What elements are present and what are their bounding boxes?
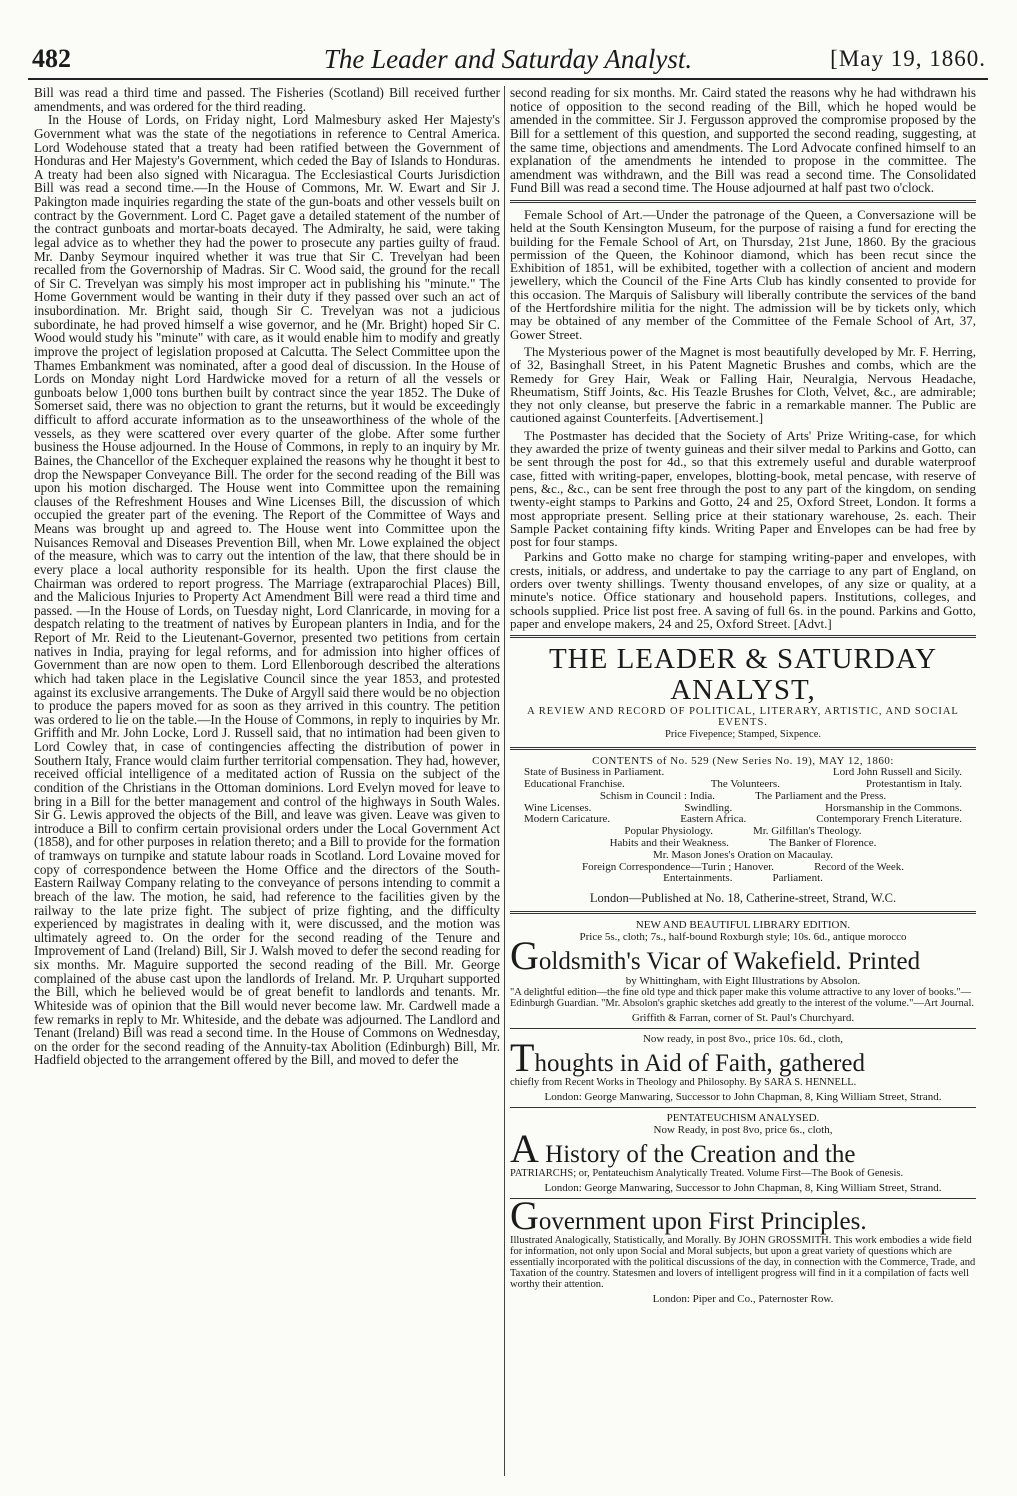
contents-entry: Horsmanship in the Commons. [825, 801, 962, 814]
section-rule [510, 747, 976, 750]
contents-entry: Educational Franchise. [524, 778, 625, 790]
left-column [34, 86, 500, 1486]
ad-heading: PENTATEUCHISM ANALYSED. [666, 1112, 820, 1125]
page-number: 482 [32, 44, 71, 73]
contents-heading: CONTENTS of No. 529 (New Series No. 19), MAY 12, 1860: [592, 755, 894, 768]
contents-entry: Habits and their Weakness. [609, 836, 729, 849]
ad-byline: PATRIARCHS; or, Pentateuchism Analytically Treated. Volume First—The Book of Genesis. [510, 1168, 904, 1180]
section-rule [510, 200, 976, 203]
contents-entry: The Volunteers. [710, 778, 780, 790]
contents-entry: Schism in Council : India. [599, 789, 716, 802]
ad-price: Price 5s., cloth; 7s., half-bound Roxburgh style; 10s. 6d., antique morocco [579, 931, 907, 944]
section-rule [510, 635, 976, 638]
ad-heading: NEW AND BEAUTIFUL LIBRARY EDITION. [635, 919, 851, 932]
contents-entry: Lord John Russell and Sicily. [832, 766, 962, 779]
ad-title: Thoughts in Aid of Faith, gathered [510, 1035, 865, 1081]
contents-entry: Parliament. [772, 872, 823, 885]
contents-row [510, 873, 976, 885]
masthead-subtitle: A REVIEW AND RECORD OF POLITICAL, LITERARY, ARTISTIC, AND SOCIAL EVENTS. [527, 706, 959, 729]
article-continuation: second reading for six months. Mr. Caird stated the reasons why he had withdrawn his notice of opposition to the second reading of the Bill, which he hoped would be amended in the committee. Sir J. Fergusson approved the compromise proposed by the Bill for a settlement of this question, and supported the second reading, suggesting, at the same time, objections and amendments. The Lord Advocate confined himself to an explanation of the amendments he intended to propose in the committee. The amendment was withdrawn, and the Bill was read a second time. The Consolidated Fund Bill was read a second time. The House adjourned at half past two o'clock. [510, 86, 976, 196]
contents-entry: Record of the Week. [814, 860, 904, 873]
column-divider [504, 86, 505, 1476]
ad-publisher: London: George Manwaring, Successor to John Chapman, 8, King William Street, Strand. [544, 1182, 942, 1195]
contents-entry: Swindling. [684, 801, 733, 814]
publication-title: The Leader and Saturday Analyst. [323, 44, 693, 74]
ad-thoughts [510, 1033, 976, 1103]
contents-entry: The Banker of Florence. [768, 836, 877, 849]
contents-entry: Eastern Africa. [680, 813, 747, 826]
ad-heading: Now ready, in post 8vo., price 10s. 6d., cloth, [642, 1033, 843, 1046]
contents-row [510, 779, 976, 791]
contents-row [510, 814, 976, 826]
contents-entry: Mr. Gilfillan's Theology. [752, 825, 862, 838]
contents-row [510, 826, 976, 838]
contents-entry: Entertainments. [663, 872, 733, 885]
contents-row [510, 862, 976, 874]
ad-rule [510, 1198, 976, 1199]
contents-row [510, 838, 976, 850]
contents-entry: Mr. Mason Jones's Oration on Macaulay. [653, 848, 833, 861]
page-header [28, 44, 988, 80]
masthead-title: THE LEADER & SATURDAY ANALYST, [548, 643, 938, 707]
ad-title: Goldsmith's Vicar of Wakefield. Printed [510, 933, 921, 979]
contents-entry: Popular Physiology. [624, 825, 713, 838]
notice-parkins-gotto: Parkins and Gotto make no charge for stamping writing-paper and envelopes, with crests, initials, or address, and undertake to pay the carriage to any part of England, on orders over twenty shillings. Twenty thousand envelopes, of any size or quality, at a minute's notice. Office stationary and household papers. Institutions, colleges, and schools supplied. Price list post free. A saving of full 6s. in the pound. Parkins and Gotto, paper and envelope makers, 24 and 25, Oxford Street. [Advt.] [510, 549, 976, 631]
ad-rule [510, 1107, 976, 1108]
notice-magnet-brushes: The Mysterious power of the Magnet is most beautifully developed by Mr. F. Herring, of 32, Basinghall Street, in his Patent Magnetic Brushes and combs, which are the Remedy for Grey Hair, Weak or Falling Hair, Neuralgia, Nervous Headache, Rheumatism, Stiff Joints, &c. His Teazle Brushes for Cloth, Velvet, &c., are admirable; they not only cleanse, but preserve the fabric in a remarkable manner. The Public are cautioned against Counterfeits. [Advertisement.] [510, 343, 976, 426]
ad-byline: by Whittingham, with Eight Illustrations by Absolon. [625, 975, 861, 988]
contents-row [510, 791, 976, 803]
masthead-price: Price Fivepence; Stamped, Sixpence. [665, 729, 821, 741]
ad-title: A History of the Creation and the [510, 1126, 856, 1172]
contents-entry: Modern Caricature. [524, 813, 611, 826]
notice-writing-case: The Postmaster has decided that the Society of Arts' Prize Writing-case, for which they awarded the prize of twenty guineas and their silver medal to Parkins and Gotto, can be sent through the post for 4d., so that this extremely useful and durable waterproof case, fitted with writing-paper, envelopes, blotting-book, metal pencase, with reserve of pens, &c., &c., can be sent free through the post to any part of the kingdom, on sending twenty-eight stamps to Parkins and Gotto, 24 and 25, Oxford Street, London. It forms a most appropriate present. Selling price at their stationary warehouse, 2s. each. Their Sample Packet containing fifty kinds. Writing Paper and Envelopes can be had free by post for four stamps. [510, 427, 976, 550]
ad-publisher: London: Piper and Co., Paternoster Row. [652, 1293, 834, 1306]
contents-entry: Foreign Correspondence—Turin ; Hanover. [581, 860, 775, 873]
ad-goldsmith [510, 919, 976, 1024]
right-column [510, 86, 976, 1486]
contents-entry: Contemporary French Literature. [816, 813, 962, 826]
ad-byline: Illustrated Analogically, Statistically, and Morally. By JOHN GROSSMITH. This work embodies a wide field for information, not only upon Social and Moral subjects, but upon a great variety of questions which are essentially incorporated with the political discussions of the day, in connection with the Commerce, Trade, and Taxation of the country. Statesmen and lovers of intelligent progress will find in it a compilation of facts well worthy their attention. [510, 1235, 976, 1291]
ad-publisher: London: George Manwaring, Successor to John Chapman, 8, King William Street, Strand. [544, 1091, 942, 1104]
contents-entry: The Parliament and the Press. [755, 789, 887, 802]
contents-list [510, 767, 976, 885]
ad-notes: "A delightful edition—the fine old type and thick paper make this volume attractive to any lover of books."—Edinburgh Guardian. "Mr. Absolon's graphic sketches add greatly to the interest of the volume."—Art Journal. [510, 987, 975, 1010]
notice-female-school: Female School of Art.—Under the patronage of the Queen, a Conversazione will be held at the South Kensington Museum, for the purpose of raising a fund for erecting the building for the Female School of Art, on Thursday, 21st June, 1860. By the gracious permission of the Queen, the Kohinoor diamond, which has been recut since the Exhibition of 1851, will be exhibited, together with a collection of ancient and modern jewellery, which the Council of the Fine Arts Club has kindly consented to provide for this occasion. The Marquis of Salisbury will liberally contribute the services of the band of the Hertfordshire militia for the night. The admission will be by tickets only, which may be obtained of any member of the Committee of the Female School of Art, 37, Gower Street. [510, 207, 976, 342]
contents-entry: State of Business in Parliament. [524, 766, 665, 779]
issue-date: [May 19, 1860. [830, 46, 986, 71]
ad-publisher: Griffith & Farran, corner of St. Paul's Churchyard. [631, 1012, 855, 1025]
ad-sub: Now Ready, in post 8vo, price 6s., cloth, [653, 1124, 833, 1137]
ad-government [510, 1193, 976, 1306]
ad-byline: chiefly from Recent Works in Theology and Philosophy. By SARA S. HENNELL. [510, 1077, 857, 1089]
article-paragraph: Bill was read a third time and passed. The Fisheries (Scotland) Bill received further amendments, and was ordered for the third reading. [34, 86, 500, 114]
contents-row [510, 850, 976, 862]
contents-entry: Wine Licenses. [524, 801, 592, 814]
publisher-line: London—Published at No. 18, Catherine-street, Strand, W.C. [589, 891, 897, 906]
article-paragraph: In the House of Lords, on Friday night, Lord Malmesbury asked Her Majesty's Government what was the state of the negotiations in reference to Central America. Lord Wodehouse stated that a treaty had been ratified between the Government of Honduras and Her Majesty's Government, which ceded the Bay of Islands to Honduras. A treaty had been also signed with Nicaragua. The Ecclesiastical Courts Jurisdiction Bill was read a second time.—In the House of Commons, Mr. W. Ewart and Sir J. Pakington made inquiries regarding the state of the gun-boats and other vessels built on contract by the Government. Lord C. Paget gave a detailed statement of the number of the contract gunboats and mortar-boats decayed. The Admiralty, he said, were taking legal advice as to whether they had the power to prosecute any parties guilty of fraud. Mr. Danby Seymour inquired whether it was true that Sir C. Trevelyan had been recalled from the Governorship of Madras. Sir C. Wood said, the ground for the recall of Sir C. Trevelyan was simply his most improper act in publishing his "minute." The Home Government would be wanting in their duty if they passed over such an act of insubordination. Mr. Bright said, though Sir C. Trevelyan was not a judicious subordinate, he had proved himself a wise governor, and he (Mr. Bright) hoped Sir C. Wood would study his "minute" with care, as it would enable him to modify and greatly improve the project of legislation proposed at Calcutta. The Select Committee upon the Thames Embankment was nominated, after a good deal of discussion. In the House of Lords on Monday night Lord Hardwicke moved for a return of all the vessels or gunboats below 1,000 tons burthen built by contract since the year 1852. The Duke of Somerset said, there was no objection to grant the returns, but it would be exceedingly difficult to afford accurate information as to the unseaworthiness of the whole of the vessels, as they were scattered over every quarter of the globe. After some further business the House adjourned. In the House of Commons, in reply to an inquiry by Mr. Baines, the Chancellor of the Exchequer explained the reasons why he thought it best to drop the Newspaper Conveyance Bill. The order for the second reading of the Bill was upon his motion discharged. The House went into Committee upon the remaining clauses of the Refreshment Houses and Wine Licenses Bill, the discussion of which occupied the greater part of the evening. The Report of the Committee of Ways and Means was brought up and agreed to. The House went into Committee upon the Nuisances Removal and Diseases Prevention Bill, when Mr. Lowe explained the object of the measure, which was to carry out the intention of the law, that there should be in every place a local authority responsible for its health. Upon the first clause the Chairman was ordered to report progress. The Marriage (extraparochial Places) Bill, and the Malicious Injuries to Property Act Amendment Bill were read a third time and passed. —In the House of Lords, on Tuesday night, Lord Clanricarde, in moving for a despatch relating to the treatment of natives by European planters in India, and for the Report of Mr. Reid to the Lieutenant-Governor, presented two petitions from certain natives in India, praying for legal reforms, and for admission into higher offices of Government than are now open to them. Lord Ellenborough described the alterations which had taken place in the Legislative Council since the year 1853, and protested against its exclusive arrangements. The Duke of Argyll said there would be no objection to produce the papers moved for as soon as they arrived in this country. The petition was ordered to lie on the table.—In the House of Commons, in reply to inquiries by Mr. Griffith and Mr. John Locke, Lord J. Russell said, that no intimation had been given to Lord Cowley that, in case of contingencies affecting the distribution of power in Southern Italy, France would claim further territorial compensation. They had, however, received official intelligence of a meditated action of Russia on the subject of the condition of the Christians in the Ottoman dominions. Lord Evelyn moved for leave to bring in a Bill for the better management and control of the highways in South Wales. Sir G. Lewis approved the objects of the Bill, and leave was given. Leave was given to introduce a Bill to confirm certain provisional orders under the Local Government Act (1858), and for other purposes in relation thereto; and a Bill to provide for the formation of tramways on turnpike and statute labour roads in Scotland. Lord Lovaine moved for copy of correspondence between the Home Office and the directors of the South-Eastern Railway Company relating to the conveyance of persons intending to commit a breach of the law. The motion, he said, had reference to the facilities given by the railway to the late prize fight. The subject of prize fighting, and the difficulty experienced by magistrates in dealing with it, were discussed, and the motion was ultimately agreed to. On the order for the second reading of the Tenure and Improvement of Land (Ireland) Bill, Sir J. Walsh moved to defer the second reading for six months. Mr. Maguire supported the second reading of the Bill. Mr. George complained of the abuse cast upon the landlords of Ireland. Mr. P. Urquhart supported the Bill, which he believed would be of great benefit to landlords and tenants. Mr. Whiteside was of opinion that the Bill would never become law. Mr. Cardwell made a few remarks in reply to Mr. Whiteside, and the debate was adjourned. The Landlord and Tenant (Ireland) Bill was read a second time. In the House of Commons on Wednesday, on the order for the second reading of the Annuity-tax Abolition (Edinburgh) Bill, Mr. Hadfield objected to the arrangement offered by the Bill, and moved to defer the [34, 112, 500, 1068]
section-rule [510, 911, 976, 914]
ad-rule [510, 1028, 976, 1029]
ad-title: Government upon First Principles. [510, 1193, 867, 1239]
contents-entry: Protestantism in Italy. [865, 778, 962, 790]
ad-history-creation [510, 1112, 976, 1194]
